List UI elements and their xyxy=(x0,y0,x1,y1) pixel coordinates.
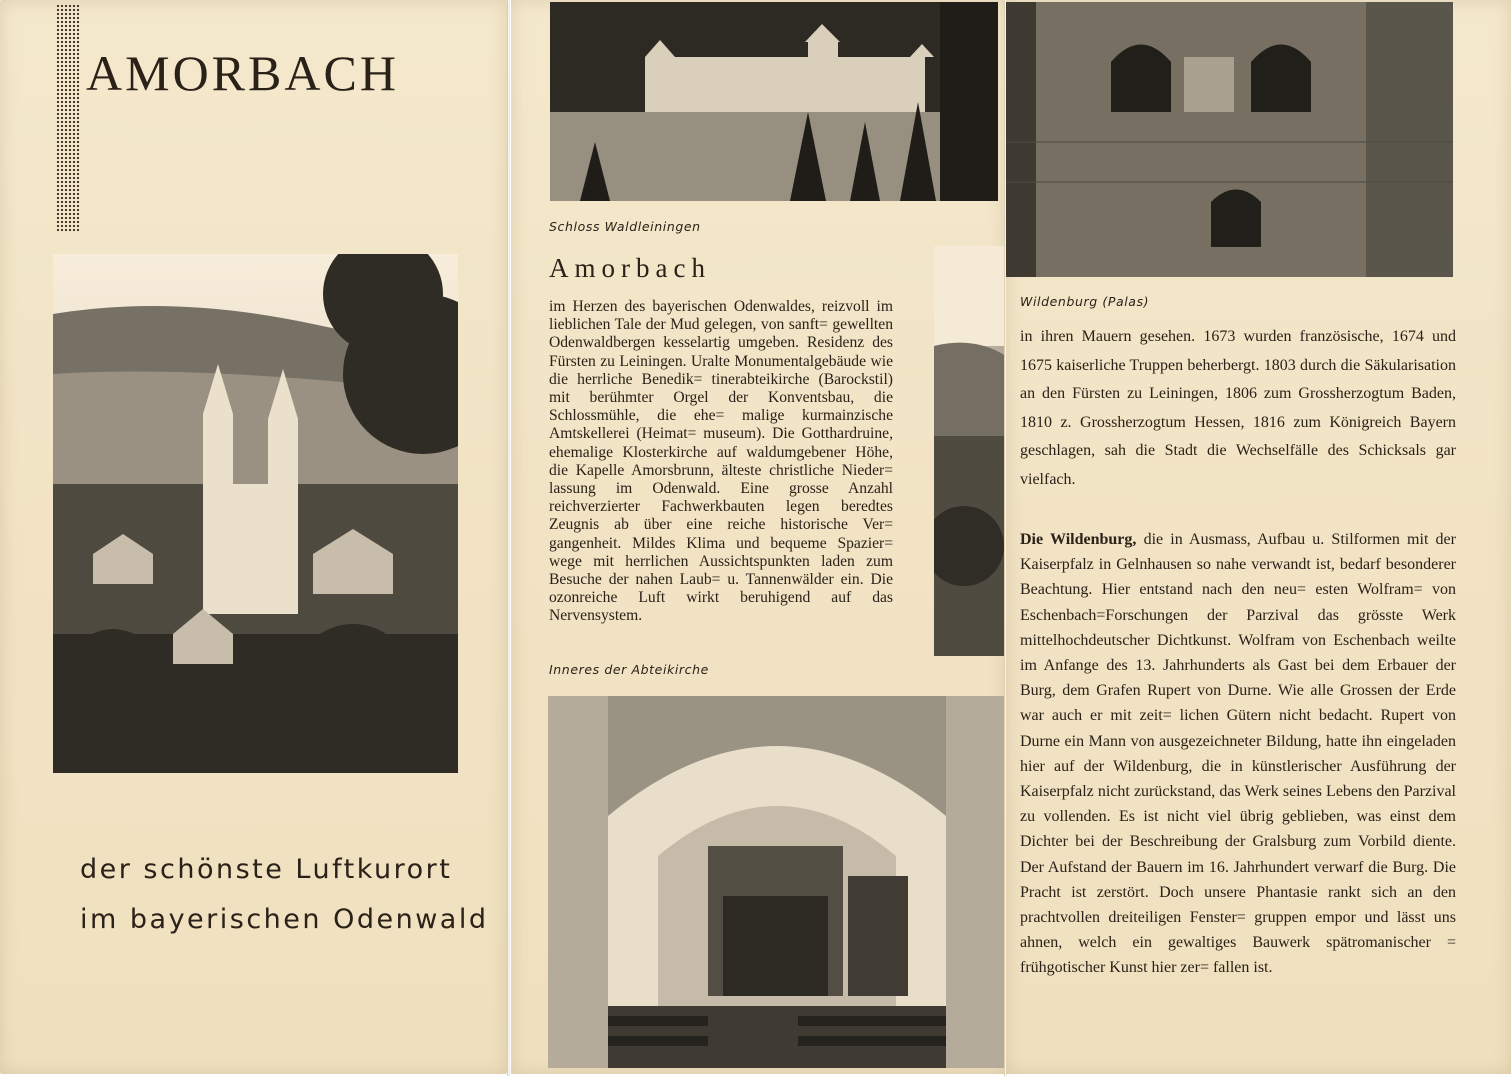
wildenburg-photo xyxy=(1006,2,1453,277)
history-paragraph: in ihren Mauern gesehen. 1673 wurden französische, 1674 und 1675 kaiserliche Truppen beherbergt. 1803 durch die Säkularisation an den Fürsten zu Leiningen, 1806 zum Grossherzogtum Baden, 1810 z. Grossherzogtum Hessen, 1816 zum Königreich Bayern geschlagen, sah die Stadt die Wechselfälle des Schicksals gar vielfach. xyxy=(1020,328,1456,488)
wildenburg-text: die in Ausmass, Aufbau u. Stilformen mit der Kaiserpfalz in Gelnhausen so nahe verwandt ist, bedarf besonderer Beachtung. Hier entstand nach den neu= esten Wolfram= von Eschenbach=Forschungen der Parzival das grösste Werk mittelhochdeutscher Dichtkunst. Wolfram von Eschenbach weilte im Anfange des 13. Jahrhunderts als Gast bei dem Erbauer der Burg, dem Grafen Rupert von Durne. Wie alle Grossen der Erde war auch er mit zeit= lichen Gütern nicht bedacht. Rupert von Durne ein Mann von ausgezeichneter Bildung, hatte ihn eingeladen hier auf der Wildenburg, die in künstlerischer Ausführung der Kaiserpfalz nicht zurückstand, das Werk seines Lebens den Parzival zu vollenden. Es ist nicht viel übrig geblieben, was einst dem Dichter bei der Beschreibung der Gralsburg zum Vorbild diente. Der Aufstand der Bauern im 16. Jahrhundert verwarf die Burg. Die Pracht ist zerstört. Doch unsere Phantasie rankt sich an den prachtvollen dreiteiligen Fenster= gruppen empor und lässt uns ahnen, welch ein gewaltiges Bauwerk spätromanischer = frühgotischer Kunst hier zer= fallen ist. xyxy=(1020,531,1456,977)
caption-church-interior: Inneres der Abteikirche xyxy=(549,662,709,677)
cover-panel xyxy=(0,0,507,1074)
brochure-title: AMORBACH xyxy=(86,45,399,101)
wildenburg-lead: Die Wildenburg, xyxy=(1020,531,1137,548)
castle-photo xyxy=(550,2,998,201)
church-interior-photo xyxy=(548,696,1006,1068)
amorbach-description: im Herzen des bayerischen Odenwaldes, reizvoll im lieblichen Tale der Mud gelegen, von sanft= gewellten Odenwaldbergen kesselartig umgeben. Residenz des Fürsten zu Leiningen. Uralte Monumentalgebäude wie die herrliche Benedik= tinerabteikirche (Barockstil) mit berühmter Orgel der Konventsbau, die Schlossmühle, die ehe= malige kurmainzische Amtskellerei (Heimat= museum). Die Gotthardruine, ehemalige Klosterkirche auf waldumgebener Höhe, die Kapelle Amorsbrunn, älteste christliche Nieder= lassung im Odenwald. Eine grosse Anzahl reichverzierter Fachwerkbauten legen beredtes Zeugnis ab über eine reiche historische Ver= gangenheit. Mildes Klima und bequeme Spazier= wege mit herrlichen Aussichtspunkten laden zum Besuche der nahen Laub= u. Tannenwälder ein. Die ozonreiche Luft wirkt beruhigend auf das Nervensystem. xyxy=(549,298,893,625)
town-photo xyxy=(53,254,458,773)
panel-fold xyxy=(507,0,510,1076)
wildenburg-paragraph xyxy=(1020,527,1456,981)
caption-castle: Schloss Waldleiningen xyxy=(549,219,701,234)
section-heading-amorbach: Amorbach xyxy=(549,253,711,283)
tagline-line-2: im bayerischen Odenwald xyxy=(80,904,489,935)
landscape-photo-strip xyxy=(934,246,1006,656)
decorative-dot-strip xyxy=(56,4,80,232)
caption-wildenburg: Wildenburg (Palas) xyxy=(1020,294,1150,309)
tagline-line-1: der schönste Luftkurort xyxy=(80,854,453,885)
